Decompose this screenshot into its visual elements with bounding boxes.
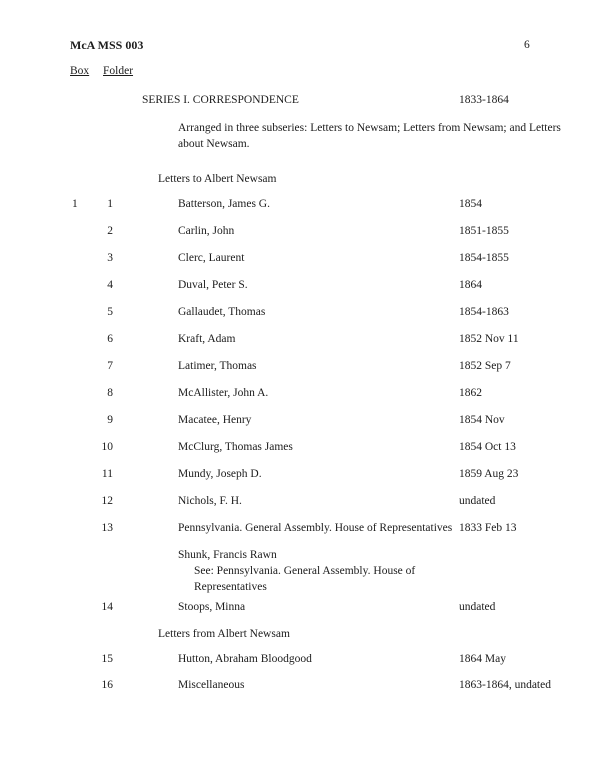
- entry-title: Carlin, John: [178, 225, 235, 237]
- folder-entry-row: [0, 600, 600, 614]
- entry-title: Pennsylvania. General Assembly. House of Representatives: [178, 522, 453, 534]
- folder-number: 16: [101, 679, 113, 691]
- folder-entry-row: [0, 440, 600, 454]
- folder-number: 15: [101, 653, 113, 665]
- cross-reference-see-line: See: Pennsylvania. General Assembly. House of: [194, 565, 416, 577]
- entry-title: Gallaudet, Thomas: [178, 306, 266, 318]
- folder-entry-row: [0, 224, 600, 238]
- series-date: 1833-1864: [459, 94, 509, 106]
- entry-title: Batterson, James G.: [178, 198, 270, 210]
- entry-date: 1854-1855: [459, 252, 509, 264]
- subseries-heading-letters-to: Letters to Albert Newsam: [158, 173, 277, 185]
- collection-number: McA MSS 003: [70, 38, 144, 52]
- entry-title: McAllister, John A.: [178, 387, 269, 399]
- folder-entry-row: [0, 278, 600, 292]
- folder-entry-row: [0, 413, 600, 427]
- entry-date: 1864: [459, 279, 482, 291]
- folder-entry-row: [0, 251, 600, 265]
- entry-title: McClurg, Thomas James: [178, 441, 293, 453]
- folder-number: 14: [101, 601, 113, 613]
- entry-date: 1854: [459, 198, 482, 210]
- folder-number: 10: [101, 441, 113, 453]
- folder-entry-row: [0, 359, 600, 373]
- entry-title: Miscellaneous: [178, 679, 245, 691]
- box-number: 1: [72, 198, 78, 210]
- cross-reference-block: [178, 547, 600, 595]
- series-heading-row: [0, 93, 600, 107]
- folder-entry-row: [0, 467, 600, 481]
- column-headers: [0, 64, 600, 78]
- arrangement-note-line: Arranged in three subseries: Letters to Newsam; Letters from Newsam; and Letters: [178, 122, 561, 134]
- folder-number: 8: [107, 387, 113, 399]
- arrangement-note: [178, 120, 600, 152]
- folder-number: 12: [101, 495, 113, 507]
- series-title: SERIES I. CORRESPONDENCE: [142, 94, 299, 106]
- folder-entry-row: [0, 678, 600, 692]
- folder-entry-row: [0, 332, 600, 346]
- entry-title: Hutton, Abraham Bloodgood: [178, 653, 312, 665]
- folder-number: 1: [107, 198, 113, 210]
- folder-entry-row: [0, 197, 600, 211]
- entry-title: Mundy, Joseph D.: [178, 468, 262, 480]
- cross-reference-name: Shunk, Francis Rawn: [178, 549, 277, 561]
- entry-date: 1833 Feb 13: [459, 522, 517, 534]
- cross-reference-see-line: Representatives: [194, 581, 267, 593]
- folder-number: 6: [107, 333, 113, 345]
- entry-date: undated: [459, 495, 496, 507]
- entry-title: Stoops, Minna: [178, 601, 246, 613]
- folder-entry-row: [0, 652, 600, 666]
- entry-date: 1864 May: [459, 653, 506, 665]
- entry-date: 1862: [459, 387, 482, 399]
- entry-date: 1859 Aug 23: [459, 468, 519, 480]
- entry-date: 1852 Nov 11: [459, 333, 519, 345]
- column-header-folder: Folder: [103, 65, 134, 77]
- entry-title: Kraft, Adam: [178, 333, 236, 345]
- folder-entry-row: [0, 386, 600, 400]
- folder-entry-row: [0, 305, 600, 319]
- subseries-heading-letters-from: Letters from Albert Newsam: [158, 628, 290, 640]
- folder-number: 2: [107, 225, 113, 237]
- entry-title: Macatee, Henry: [178, 414, 252, 426]
- entry-title: Duval, Peter S.: [178, 279, 248, 291]
- entry-date: 1851-1855: [459, 225, 509, 237]
- folder-number: 9: [107, 414, 113, 426]
- folder-number: 7: [107, 360, 113, 372]
- entry-date: 1863-1864, undated: [459, 679, 551, 691]
- folder-number: 5: [107, 306, 113, 318]
- folder-entry-row: [0, 521, 600, 535]
- entry-title: Clerc, Laurent: [178, 252, 245, 264]
- entry-date: 1852 Sep 7: [459, 360, 511, 372]
- arrangement-note-line: about Newsam.: [178, 138, 250, 150]
- folder-number: 13: [101, 522, 113, 534]
- folder-number: 4: [107, 279, 113, 291]
- page-number: 6: [524, 39, 530, 51]
- column-header-box: Box: [70, 65, 90, 77]
- entry-date: 1854 Nov: [459, 414, 505, 426]
- folder-number: 3: [107, 252, 113, 264]
- entry-title: Nichols, F. H.: [178, 495, 242, 507]
- folder-entry-row: [0, 494, 600, 508]
- entry-date: undated: [459, 601, 496, 613]
- folder-number: 11: [101, 468, 113, 480]
- entry-date: 1854-1863: [459, 306, 509, 318]
- page-header: [0, 38, 600, 52]
- entry-date: 1854 Oct 13: [459, 441, 516, 453]
- entry-title: Latimer, Thomas: [178, 360, 257, 372]
